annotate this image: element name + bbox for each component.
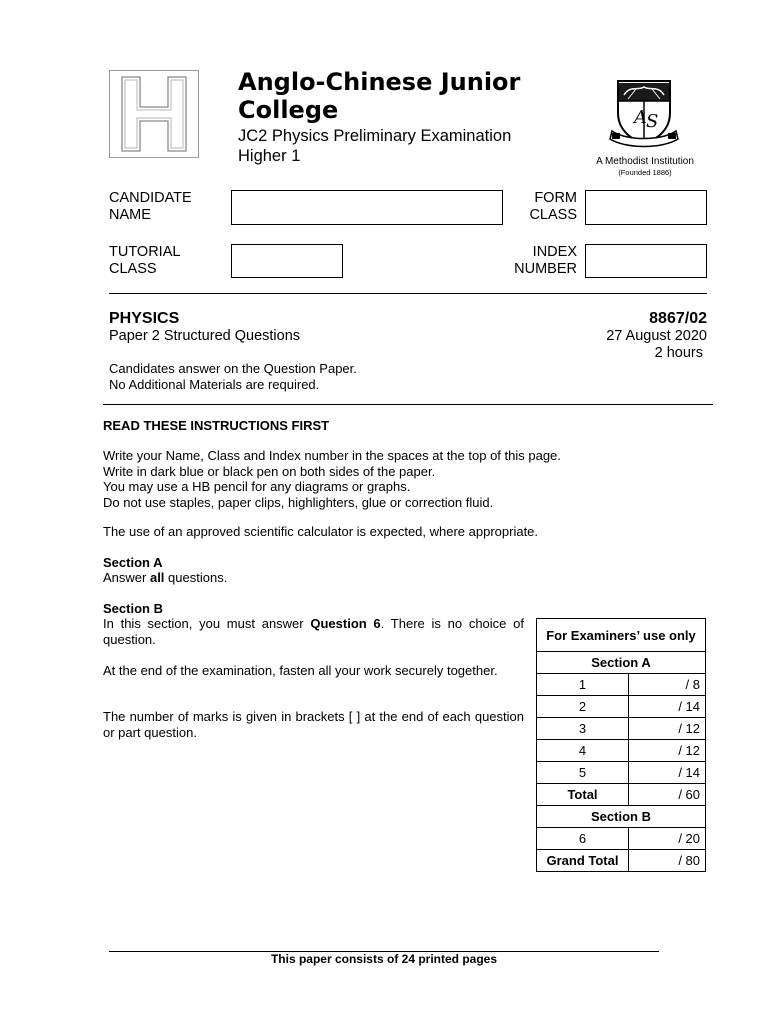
table-row	[537, 784, 706, 806]
question-mark-cell[interactable]: / 12	[629, 718, 706, 740]
footer-text-post: printed pages	[415, 952, 498, 966]
question-number: 1	[537, 674, 629, 696]
instruction-line-3: You may use a HB pencil for any diagrams or graphs.	[103, 479, 411, 494]
question-mark-cell[interactable]: / 12	[629, 740, 706, 762]
header-divider	[109, 293, 707, 294]
table-row	[537, 718, 706, 740]
section-a-label: Section A	[537, 652, 706, 674]
table-row	[537, 828, 706, 850]
section-a-text-bold: all	[149, 570, 165, 585]
index-number-label	[490, 244, 577, 278]
tutorial-class-box[interactable]	[231, 244, 343, 278]
tutorial-class-label-line1: TUTORIAL	[109, 244, 181, 260]
section-b-text-bold: Question 6	[310, 616, 381, 631]
college-name: Anglo-Chinese Junior College	[238, 68, 521, 124]
svg-text:S: S	[646, 111, 659, 132]
table-row	[537, 696, 706, 718]
instructions-divider	[103, 404, 713, 405]
candidate-notes	[109, 361, 357, 392]
table-row	[537, 762, 706, 784]
form-class-label-line1: FORM	[534, 190, 577, 206]
section-a-total-label: Total	[537, 784, 629, 806]
crest-caption	[580, 156, 710, 178]
footer-page-count: 24	[401, 952, 416, 966]
instruction-line-2: Write in dark blue or black pen on both sides of the paper.	[103, 463, 436, 479]
candidate-name-label-line2: NAME	[109, 207, 151, 223]
marks-instruction: The number of marks is given in brackets [ ] at the end of each question or part question.	[103, 709, 524, 740]
paper-name: Paper 2 Structured Questions	[109, 328, 301, 344]
question-mark-cell[interactable]: / 14	[629, 696, 706, 718]
form-class-label-line2: CLASS	[529, 207, 577, 223]
tutorial-class-label	[109, 244, 180, 278]
grand-total-label: Grand Total	[537, 850, 629, 872]
exam-subtitle	[238, 126, 511, 166]
note-answer-on-paper: Candidates answer on the Question Paper.	[109, 361, 357, 376]
crest-founded: (Founded 1886)	[618, 168, 672, 177]
section-b-text-pre: In this section, you must answer	[103, 616, 311, 631]
fasten-instruction: At the end of the examination, fasten all your work securely together.	[103, 663, 498, 678]
exam-title: JC2 Physics Preliminary Examination	[238, 127, 512, 145]
note-no-materials: No Additional Materials are required.	[109, 376, 320, 392]
paper-level-h-logo	[109, 70, 199, 158]
candidate-name-label	[109, 190, 192, 224]
general-instructions	[103, 448, 561, 510]
instruction-line-1: Write your Name, Class and Index number in the spaces at the top of this page.	[103, 448, 561, 463]
subject-title: PHYSICS	[109, 310, 180, 327]
question-number: 4	[537, 740, 629, 762]
svg-text:A: A	[634, 107, 647, 128]
section-a-instruction	[103, 570, 227, 586]
section-a-total-mark[interactable]: / 60	[629, 784, 706, 806]
index-number-box[interactable]	[585, 244, 707, 278]
calculator-instruction: The use of an approved scientific calculator is expected, where appropriate.	[103, 524, 539, 539]
index-number-label-line1: INDEX	[532, 244, 577, 260]
form-class-label	[500, 190, 577, 224]
college-crest-icon	[606, 77, 682, 151]
section-a-text-post: questions.	[164, 570, 228, 585]
examiners-use-title: For Examiners’ use only	[537, 619, 706, 652]
candidate-name-label-line1: CANDIDATE	[109, 190, 192, 206]
question-number: 2	[537, 696, 629, 718]
exam-date: 27 August 2020	[606, 328, 707, 344]
crest-caption-line: A Methodist Institution	[596, 156, 694, 167]
grand-total-mark[interactable]: / 80	[629, 850, 706, 872]
table-row	[537, 674, 706, 696]
index-number-label-line2: NUMBER	[514, 261, 577, 277]
question-mark-cell[interactable]: / 8	[629, 674, 706, 696]
section-b-heading: Section B	[103, 601, 163, 616]
question-mark-cell[interactable]: / 14	[629, 762, 706, 784]
form-class-box[interactable]	[585, 190, 707, 225]
question-mark-cell[interactable]: / 20	[629, 828, 706, 850]
section-b-instruction	[103, 616, 524, 647]
table-row	[537, 652, 706, 674]
instructions-heading: READ THESE INSTRUCTIONS FIRST	[103, 418, 330, 433]
table-row	[537, 619, 706, 652]
paper-code: 8867/02	[649, 310, 707, 327]
exam-duration: 2 hours	[654, 345, 703, 361]
exam-level: Higher 1	[238, 147, 301, 165]
table-row	[537, 740, 706, 762]
table-row	[537, 806, 706, 828]
table-row	[537, 850, 706, 872]
examiners-use-table	[536, 618, 706, 872]
tutorial-class-label-line2: CLASS	[109, 261, 157, 277]
section-a-text-pre: Answer	[103, 570, 150, 585]
page-count-footer	[109, 951, 659, 967]
section-b-label: Section B	[537, 806, 706, 828]
question-number: 6	[537, 828, 629, 850]
section-a-heading: Section A	[103, 555, 163, 570]
instruction-line-4: Do not use staples, paper clips, highlighters, glue or correction fluid.	[103, 494, 494, 510]
section-b-text-post: . There is no choice of question.	[103, 616, 524, 647]
question-number: 5	[537, 762, 629, 784]
question-number: 3	[537, 718, 629, 740]
candidate-name-box[interactable]	[231, 190, 503, 225]
footer-text-pre: This paper consists of	[270, 952, 402, 966]
